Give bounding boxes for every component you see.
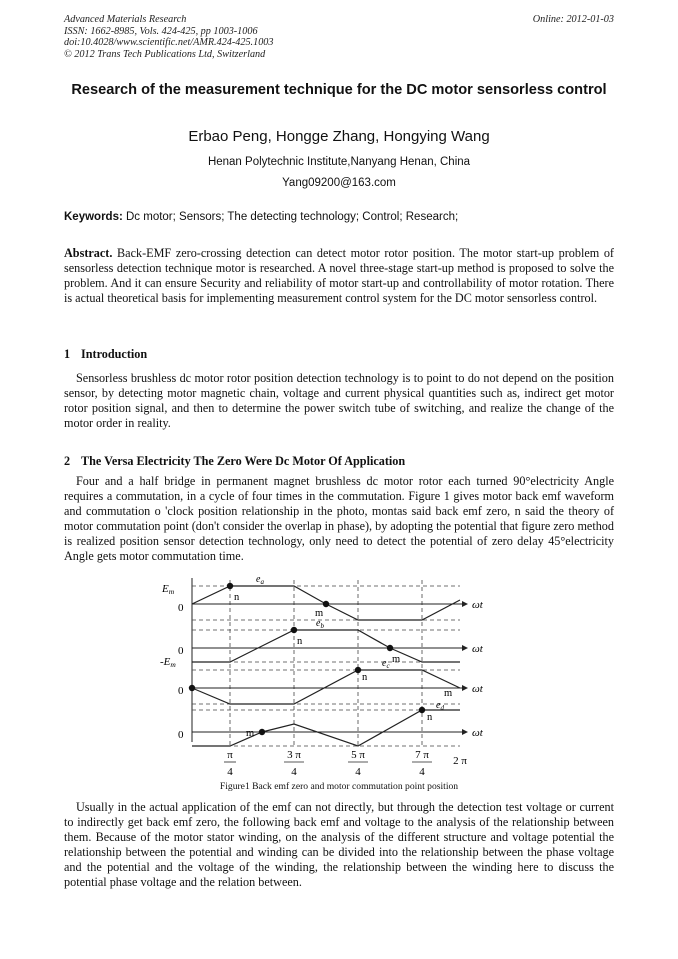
application-paragraph: Four and a half bridge in permanent magnet brushless dc motor rotor each turned 90°electricity Angle requires a commutation, in a cycle of four times in the commutation. Figure 1 gives motor back emf waveform and commutation o 'clock position relationship in the photo, montas said back emf zero, n said the theory of motor commutation point (don't consider the overlap in phase), by adopting the potential that figure zero method is realized position sensor detection technology, only need to detect the potential of zero delay 45°electricity Angle gets motor commutation time. xyxy=(64,474,614,564)
label-omega-t: ωt xyxy=(472,727,483,739)
waveform-eb xyxy=(192,630,460,662)
tick-denominator: 4 xyxy=(227,766,233,778)
section-heading-application xyxy=(64,454,405,469)
commutation-point xyxy=(355,667,361,673)
zero-crossing-point xyxy=(189,685,195,691)
label-m: m xyxy=(246,728,255,739)
tick-denominator: 4 xyxy=(291,766,297,778)
zero-crossing-point xyxy=(323,601,329,607)
abstract xyxy=(64,246,614,306)
commutation-point xyxy=(291,627,297,633)
tick-5pi: 5 π xyxy=(351,749,365,761)
journal-name: Advanced Materials Research xyxy=(64,14,187,25)
tick-denominator: 4 xyxy=(419,766,425,778)
zero-crossing-point xyxy=(259,729,265,735)
axis-arrow-icon xyxy=(462,601,468,607)
author-email: Yang09200@163.com xyxy=(282,177,396,189)
journal-doi: doi:10.4028/www.scientific.net/AMR.424-425.1003 xyxy=(64,37,274,49)
section-number: 1 xyxy=(64,347,71,361)
waveform-ed xyxy=(192,710,460,746)
waveform-ec xyxy=(192,670,460,704)
label-zero-b: 0 xyxy=(178,645,184,657)
label-m: m xyxy=(392,654,401,665)
tick-3pi: 3 π xyxy=(287,749,301,761)
label-omega-t: ωt xyxy=(472,599,483,611)
journal-header xyxy=(64,14,273,60)
label-omega-t: ωt xyxy=(472,643,483,655)
tick-denominator: 4 xyxy=(355,766,361,778)
keywords-text: Dc motor; Sensors; The detecting technology; Control; Research; xyxy=(122,211,459,223)
label-zero-a: 0 xyxy=(178,602,184,614)
keywords xyxy=(64,211,614,223)
journal-copyright: © 2012 Trans Tech Publications Ltd, Switzerland xyxy=(64,48,266,60)
section-title: The Versa Electricity The Zero Were Dc Motor Of Application xyxy=(81,454,406,468)
section-title: Introduction xyxy=(81,347,148,361)
keywords-label: Keywords: xyxy=(64,211,123,223)
abstract-text: Back-EMF zero-crossing detection can detect motor rotor position. The motor start-up problem of sensorless detection technique motor is researched. A novel three-stage start-up method is proposed to solve the problem. And it can ensure Security and reliability of motor start-up and controllability of motor rotation. There is actual theoretical basis for implementing measurement control system for the DC motor sensorless control. xyxy=(64,246,614,306)
label-n: n xyxy=(234,592,240,603)
label-m: m xyxy=(315,608,324,619)
label-em: Em xyxy=(162,583,175,596)
section-number: 2 xyxy=(64,454,71,468)
online-date: Online: 2012-01-03 xyxy=(532,14,614,25)
label-eb: $e_b$ xyxy=(316,618,324,630)
final-paragraph: Usually in the actual application of the emf can not directly, but through the detection test voltage or current to indirectly get back emf zero, the following back emf and voltage to the analysis of the relationship between them. Because of the motor stator winding, on the analysis of the different structure and voltage potential the relationship between the potential and winding can be divided into the relationship between the phase voltage and the potential and the voltage of the winding, the relationship between the winding here to discuss the potential phase voltage and the relation between. xyxy=(64,800,614,890)
label-zero-d: 0 xyxy=(178,729,184,741)
paper-title: Research of the measurement technique for the DC motor sensorless control xyxy=(71,82,607,98)
axis-arrow-icon xyxy=(462,685,468,691)
tick-7pi: 7 π xyxy=(415,749,429,761)
label-n: n xyxy=(297,636,303,647)
axis-arrow-icon xyxy=(462,729,468,735)
zero-crossing-point xyxy=(387,645,393,651)
paper-affiliation: Henan Polytechnic Institute,Nanyang Henan, China xyxy=(207,156,471,168)
tick-pi: π xyxy=(227,749,233,761)
commutation-point xyxy=(227,583,233,589)
journal-issn: ISSN: 1662-8985, Vols. 424-425, pp 1003-1006 xyxy=(64,25,258,37)
label-n: n xyxy=(362,672,368,683)
label-m: m xyxy=(444,688,453,699)
label-ea: $e_a$ xyxy=(256,574,264,586)
commutation-point xyxy=(419,707,425,713)
section-heading-introduction xyxy=(64,347,147,362)
label-ec: $e_c$ xyxy=(382,658,390,670)
label-neg-em: -Em xyxy=(160,656,176,669)
introduction-paragraph: Sensorless brushless dc motor rotor position detection technology is to point to do not depend on the position sensor, by detecting motor magnetic chain, voltage and current physical quantities such as, indirect get motor rotor position signal, and then to determine the power switch tube of switching, and realize the change of the motor order in reality. xyxy=(64,371,614,431)
back-emf-waveform-figure xyxy=(160,570,520,787)
label-zero-c: 0 xyxy=(178,685,184,697)
label-omega-t: ωt xyxy=(472,683,483,695)
paper-authors: Erbao Peng, Hongge Zhang, Hongying Wang xyxy=(188,128,490,145)
tick-2pi: 2 π xyxy=(453,755,467,767)
waveform-svg xyxy=(160,570,520,782)
axis-arrow-icon xyxy=(462,645,468,651)
label-n: n xyxy=(427,712,433,723)
figure-caption: Figure1 Back emf zero and motor commutation point position xyxy=(219,781,459,792)
abstract-label: Abstract. xyxy=(64,246,113,260)
label-ed: $e_d$ xyxy=(436,700,444,712)
